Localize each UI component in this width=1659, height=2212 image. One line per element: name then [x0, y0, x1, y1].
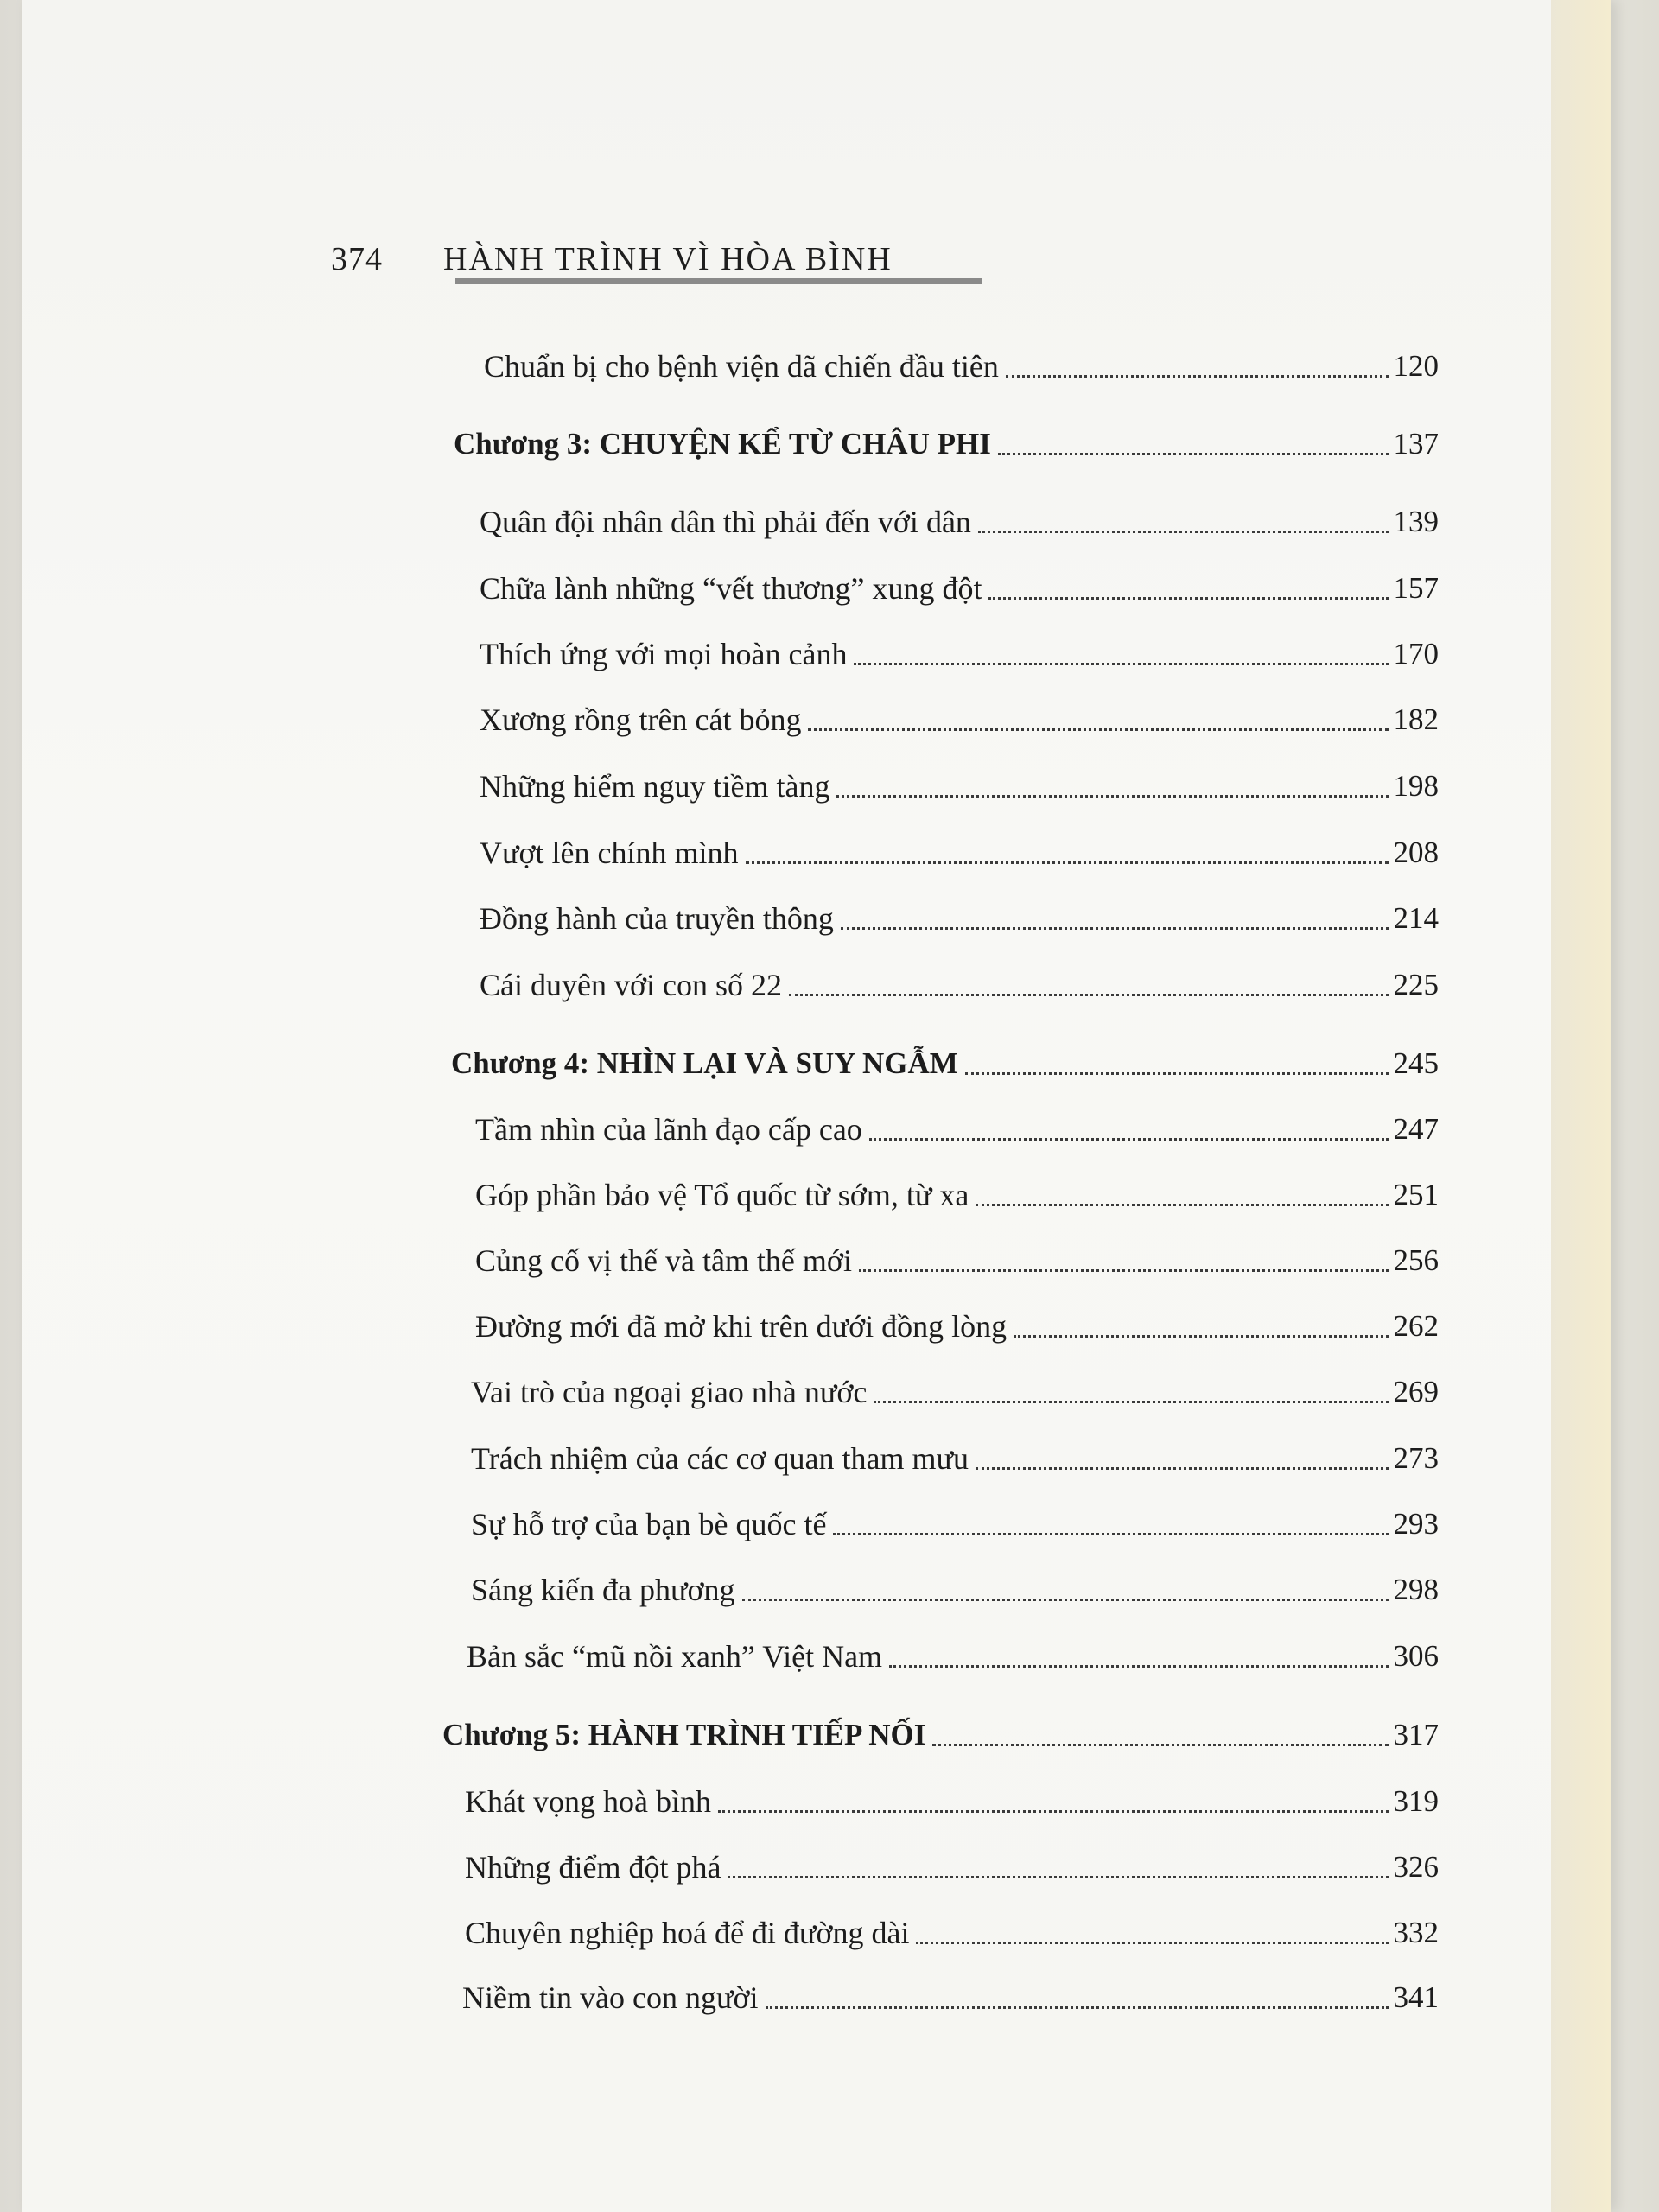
toc-section-row: [480, 834, 1439, 872]
page-reference: 269: [1393, 1375, 1439, 1408]
section-title: Trách nhiệm của các cơ quan tham mưu: [471, 1441, 969, 1476]
page-reference: 225: [1393, 968, 1439, 1001]
chapter-title: Chương 3: CHUYỆN KỂ TỪ CHÂU PHI: [454, 427, 991, 461]
page-reference: 251: [1393, 1178, 1439, 1211]
book-title: HÀNH TRÌNH VÌ HÒA BÌNH: [443, 241, 893, 277]
section-title: Xương rồng trên cát bỏng: [480, 702, 802, 737]
section-title: Những hiểm nguy tiềm tàng: [480, 769, 830, 804]
dot-leader: [766, 2006, 1389, 2009]
page-reference: 256: [1393, 1243, 1439, 1277]
page-reference: 341: [1393, 1980, 1439, 2014]
section-title: Tầm nhìn của lãnh đạo cấp cao: [475, 1112, 862, 1147]
dot-leader: [889, 1665, 1388, 1668]
chapter-title: Chương 4: NHÌN LẠI VÀ SUY NGẪM: [451, 1046, 958, 1080]
page-reference: 298: [1393, 1573, 1439, 1606]
toc-section-row: [462, 1979, 1439, 2017]
toc-section-row: [471, 1505, 1439, 1543]
toc-chapter-row: [442, 1716, 1439, 1754]
page-reference: 326: [1393, 1850, 1439, 1884]
section-title: Sáng kiến đa phương: [471, 1573, 735, 1607]
section-title: Đồng hành của truyền thông: [480, 901, 834, 936]
page-reference: 170: [1393, 637, 1439, 671]
toc-section-row: [471, 1571, 1439, 1609]
dot-leader: [965, 1072, 1389, 1075]
dot-leader: [988, 597, 1388, 600]
page-reference: 245: [1393, 1046, 1439, 1080]
dot-leader: [718, 1810, 1389, 1813]
page-reference: 273: [1393, 1441, 1439, 1475]
table-of-contents: [432, 328, 1439, 2126]
page-reference: 247: [1393, 1112, 1439, 1146]
toc-section-row: [484, 347, 1439, 385]
toc-section-row: [471, 1373, 1439, 1411]
dot-leader: [859, 1269, 1389, 1272]
dot-leader: [1006, 375, 1389, 378]
section-title: Những điểm đột phá: [465, 1850, 721, 1885]
toc-section-row: [465, 1783, 1439, 1821]
page-reference: 317: [1393, 1718, 1439, 1751]
section-title: Chuyên nghiệp hoá để đi đường dài: [465, 1916, 910, 1950]
page-reference: 120: [1393, 349, 1439, 383]
toc-section-row: [471, 1440, 1439, 1478]
dot-leader: [836, 795, 1388, 798]
dot-leader: [1014, 1335, 1388, 1338]
section-title: Cái duyên với con số 22: [480, 968, 782, 1002]
dot-leader: [808, 728, 1388, 731]
dot-leader: [978, 531, 1389, 533]
dot-leader: [869, 1138, 1389, 1141]
dot-leader: [746, 861, 1389, 864]
section-title: Vượt lên chính mình: [480, 836, 739, 870]
section-title: Quân đội nhân dân thì phải đến với dân: [480, 505, 971, 539]
toc-section-row: [480, 569, 1439, 607]
page-reference: 319: [1393, 1784, 1439, 1818]
dot-leader: [932, 1744, 1388, 1746]
page-reference: 214: [1393, 901, 1439, 935]
section-title: Đường mới đã mở khi trên dưới đồng lòng: [475, 1309, 1007, 1344]
dot-leader: [874, 1401, 1388, 1403]
page-reference: 139: [1393, 505, 1439, 538]
section-title: Niềm tin vào con người: [462, 1980, 759, 2015]
section-title: Khát vọng hoà bình: [465, 1784, 711, 1819]
dot-leader: [742, 1599, 1389, 1601]
dot-leader: [728, 1876, 1388, 1878]
chapter-title: Chương 5: HÀNH TRÌNH TIẾP NỐI: [442, 1718, 926, 1751]
section-title: Bản sắc “mũ nồi xanh” Việt Nam: [467, 1639, 883, 1674]
dot-leader: [998, 453, 1389, 455]
dot-leader: [854, 663, 1388, 665]
toc-section-row: [475, 1242, 1439, 1280]
toc-section-row: [480, 966, 1439, 1004]
toc-section-row: [465, 1914, 1439, 1952]
page-reference: 306: [1393, 1639, 1439, 1673]
section-title: Sự hỗ trợ của bạn bè quốc tế: [471, 1507, 827, 1541]
toc-section-row: [475, 1307, 1439, 1345]
dot-leader: [841, 927, 1389, 930]
dot-leader: [833, 1533, 1388, 1535]
toc-section-row: [480, 701, 1439, 739]
toc-section-row: [480, 503, 1439, 541]
section-title: Vai trò của ngoại giao nhà nước: [471, 1375, 868, 1409]
dot-leader: [789, 994, 1389, 996]
page-reference: 137: [1393, 427, 1439, 461]
page-reference: 293: [1393, 1507, 1439, 1541]
page-reference: 208: [1393, 836, 1439, 869]
toc-section-row: [465, 1848, 1439, 1886]
toc-section-row: [467, 1637, 1439, 1675]
section-title: Góp phần bảo vệ Tổ quốc từ sớm, từ xa: [475, 1178, 969, 1212]
section-title: Thích ứng với mọi hoàn cảnh: [480, 637, 848, 671]
toc-section-row: [480, 899, 1439, 938]
page-reference: 157: [1393, 571, 1439, 605]
page-reference: 262: [1393, 1309, 1439, 1343]
toc-chapter-row: [454, 425, 1439, 463]
toc-section-row: [480, 767, 1439, 805]
toc-section-row: [475, 1110, 1439, 1148]
page-reference: 332: [1393, 1916, 1439, 1949]
toc-section-row: [475, 1176, 1439, 1214]
section-title: Củng cố vị thế và tâm thế mới: [475, 1243, 852, 1278]
running-header: [331, 240, 988, 292]
page-stack-edge: [1551, 0, 1611, 2212]
page-reference: 182: [1393, 702, 1439, 736]
page-reference: 198: [1393, 769, 1439, 803]
dot-leader: [976, 1204, 1388, 1206]
dot-leader: [916, 1942, 1388, 1944]
section-title: Chữa lành những “vết thương” xung đột: [480, 571, 982, 606]
section-title: Chuẩn bị cho bệnh viện dã chiến đầu tiên: [484, 349, 999, 384]
toc-chapter-row: [451, 1045, 1439, 1083]
header-rule: [455, 278, 982, 284]
toc-section-row: [480, 635, 1439, 673]
dot-leader: [976, 1467, 1388, 1470]
page-number: 374: [331, 241, 383, 277]
